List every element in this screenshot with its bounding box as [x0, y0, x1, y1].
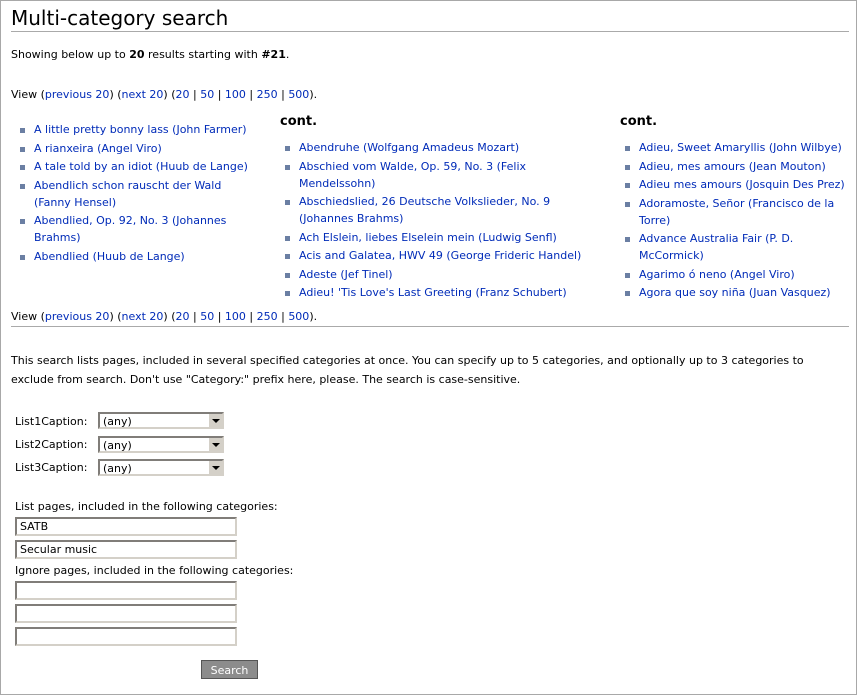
- result-list-item: [284, 284, 584, 301]
- result-list-item: [284, 266, 584, 283]
- result-list-item: [284, 229, 584, 246]
- bullet-icon: [285, 236, 290, 241]
- list1-select-value: (any): [103, 415, 132, 428]
- bullet-icon: [285, 146, 290, 151]
- result-link[interactable]: Abendlich schon rauscht der Wald (Fanny Hensel): [34, 178, 222, 209]
- limit-100-link[interactable]: 100: [224, 310, 246, 323]
- result-link[interactable]: Advance Australia Fair (P. D. McCormick): [639, 232, 794, 262]
- result-list-item: [624, 195, 850, 229]
- results-column-1: [19, 121, 259, 266]
- bullet-icon: [20, 165, 25, 170]
- bullet-icon: [285, 200, 290, 205]
- previous-20-link[interactable]: previous 20: [44, 310, 110, 323]
- cont-heading-3: cont.: [620, 114, 658, 129]
- bullet-icon: [625, 237, 630, 242]
- bullet-icon: [20, 128, 25, 133]
- include-category-2-input[interactable]: [15, 540, 237, 559]
- limit-250-link[interactable]: 250: [256, 310, 278, 323]
- result-link[interactable]: Adieu, Sweet Amaryllis (John Wilbye): [639, 141, 842, 154]
- bullet-icon: [625, 291, 630, 296]
- result-link[interactable]: Abendlied (Huub de Lange): [34, 249, 185, 263]
- page-title: Multi-category search: [11, 6, 229, 30]
- limit-50-link[interactable]: 50: [200, 88, 215, 101]
- bullet-icon: [20, 255, 25, 260]
- bullet-icon: [20, 219, 25, 224]
- result-list-item: [19, 158, 259, 175]
- limit-20-link[interactable]: 20: [175, 88, 190, 101]
- result-link[interactable]: Abschiedslied, 26 Deutsche Volkslieder, No. 9 (Johannes Brahms): [299, 195, 551, 225]
- bullet-icon: [625, 146, 630, 151]
- list1-select[interactable]: [98, 412, 224, 429]
- limit-100-link[interactable]: 100: [224, 88, 246, 101]
- include-category-1-input[interactable]: [15, 517, 237, 536]
- result-link[interactable]: Abschied vom Walde, Op. 59, No. 3 (Felix Mendelssohn): [299, 159, 527, 190]
- bullet-icon: [625, 183, 630, 188]
- result-list-item: [19, 248, 259, 265]
- list3-label: List3Caption:: [15, 461, 88, 474]
- result-link[interactable]: Acis and Galatea, HWV 49 (George Frideric Handel): [299, 249, 582, 262]
- exclude-category-2-input[interactable]: [15, 604, 237, 623]
- result-list-item: [19, 140, 259, 157]
- search-description: This search lists pages, included in several specified categories at once. You can specify up to 5 categories, and optionally up to 3 categories to exclude from search. Don't use "Category:" prefix here, please. The search is case-sensitive.: [11, 354, 804, 386]
- list3-select[interactable]: [98, 459, 224, 476]
- showing-summary: Showing below up to 20 results starting with #21.: [11, 48, 290, 61]
- result-link[interactable]: A tale told by an idiot (Huub de Lange): [34, 160, 248, 173]
- view-nav-top: View (previous 20) (next 20) (20 | 50 | 100 | 250 | 500).: [11, 88, 318, 101]
- result-list-item: [624, 139, 850, 156]
- result-link[interactable]: Agora que soy niña (Juan Vasquez): [639, 286, 831, 299]
- exclude-category-3-input[interactable]: [15, 627, 237, 646]
- result-list-item: [624, 158, 850, 175]
- result-link[interactable]: Adieu mes amours (Josquin Des Prez): [639, 178, 845, 191]
- exclude-category-1-input[interactable]: [15, 581, 237, 600]
- limit-500-link[interactable]: 500: [288, 310, 310, 323]
- cont-heading-2: cont.: [280, 114, 318, 129]
- result-link[interactable]: Adieu, mes amours (Jean Mouton): [639, 159, 826, 173]
- result-link[interactable]: Agarimo ó neno (Angel Viro): [639, 267, 795, 281]
- bullet-icon: [20, 184, 25, 189]
- list3-select-value: (any): [103, 462, 132, 475]
- result-list-item: [624, 230, 850, 264]
- result-link[interactable]: A little pretty bonny lass (John Farmer): [34, 123, 247, 136]
- result-link[interactable]: Abendruhe (Wolfgang Amadeus Mozart): [299, 141, 520, 154]
- previous-20-link[interactable]: previous 20: [44, 88, 110, 101]
- limit-500-link[interactable]: 500: [288, 88, 310, 101]
- include-label: List pages, included in the following categories:: [15, 500, 278, 513]
- bullet-icon: [625, 202, 630, 207]
- result-list-item: [19, 121, 259, 138]
- bullet-icon: [20, 147, 25, 152]
- bullet-icon: [625, 165, 630, 170]
- limit-50-link[interactable]: 50: [200, 310, 215, 323]
- exclude-label: Ignore pages, included in the following categories:: [15, 564, 294, 577]
- result-list-item: [624, 266, 850, 283]
- section-rule: [11, 326, 849, 327]
- result-link[interactable]: A rianxeira (Angel Viro): [34, 141, 162, 155]
- bullet-icon: [625, 273, 630, 278]
- results-column-2: [284, 139, 584, 303]
- result-list-item: [19, 177, 259, 211]
- next-20-link[interactable]: next 20: [121, 88, 164, 101]
- bullet-icon: [285, 291, 290, 296]
- list1-label: List1Caption:: [15, 415, 88, 428]
- results-column-3: [624, 139, 850, 303]
- chevron-down-icon[interactable]: [208, 414, 222, 427]
- view-nav-bottom: View (previous 20) (next 20) (20 | 50 | 100 | 250 | 500).: [11, 310, 318, 323]
- chevron-down-icon[interactable]: [208, 438, 222, 451]
- list2-select[interactable]: [98, 436, 224, 453]
- result-list-item: [284, 247, 584, 264]
- result-link[interactable]: Abendlied, Op. 92, No. 3 (Johannes Brahms): [34, 214, 227, 244]
- result-list-item: [284, 158, 584, 192]
- title-rule: [11, 31, 849, 32]
- result-list-item: [284, 139, 584, 156]
- result-link[interactable]: Adeste (Jef Tinel): [299, 267, 393, 281]
- limit-250-link[interactable]: 250: [256, 88, 278, 101]
- result-link[interactable]: Ach Elslein, liebes Elselein mein (Ludwig Senfl): [299, 230, 557, 244]
- result-link[interactable]: Adieu! 'Tis Love's Last Greeting (Franz Schubert): [299, 286, 567, 299]
- bullet-icon: [285, 273, 290, 278]
- result-list-item: [624, 176, 850, 193]
- list2-label: List2Caption:: [15, 438, 88, 451]
- result-link[interactable]: Adoramoste, Señor (Francisco de la Torre): [639, 196, 835, 227]
- list2-select-value: (any): [103, 439, 132, 452]
- next-20-link[interactable]: next 20: [121, 310, 164, 323]
- chevron-down-icon[interactable]: [208, 461, 222, 474]
- bullet-icon: [285, 254, 290, 259]
- result-list-item: [284, 193, 584, 227]
- limit-20-link[interactable]: 20: [175, 310, 190, 323]
- result-list-item: [624, 284, 850, 301]
- search-button[interactable]: Search: [201, 660, 258, 679]
- bullet-icon: [285, 165, 290, 170]
- result-list-item: [19, 212, 259, 246]
